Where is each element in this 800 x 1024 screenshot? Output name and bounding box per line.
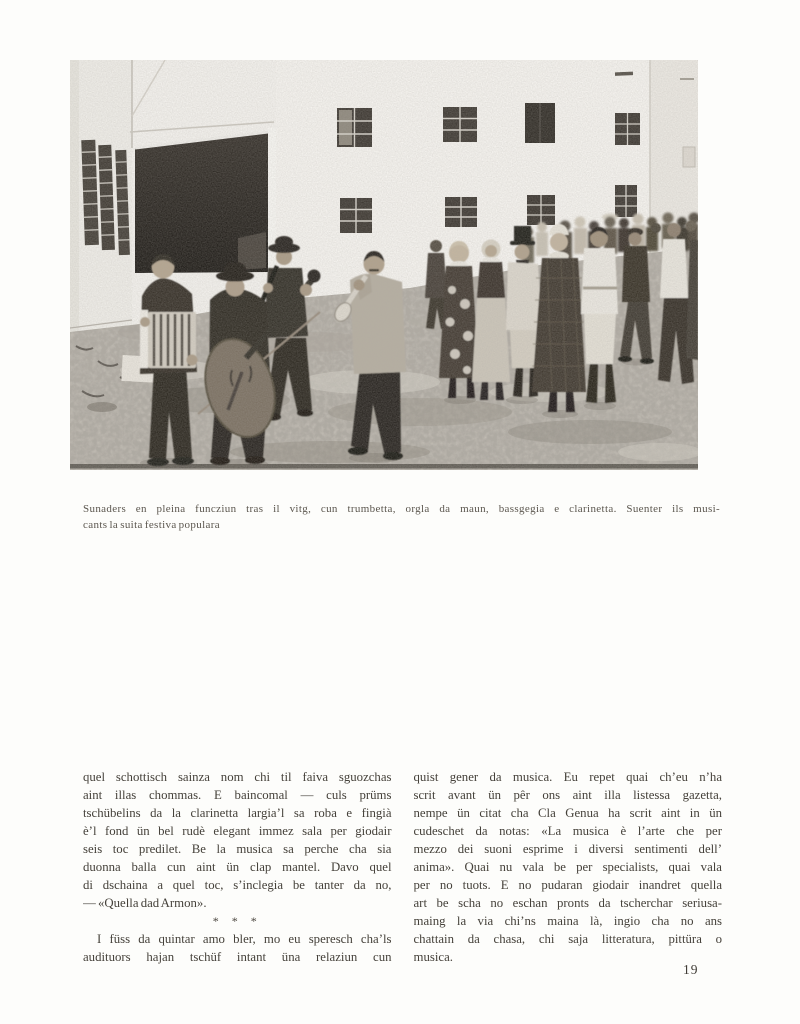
- photo-sunaders-procession: [70, 60, 698, 470]
- left-column: [83, 768, 392, 966]
- text-line: nempe ün citat cha Cla Genua ha scrit aint in ün: [413, 806, 722, 820]
- right-column: [414, 768, 723, 966]
- text-line: di dschaina a quel toc, s’inclegia be tanter da no,: [83, 878, 392, 892]
- text-line: audituors hajan tschüf intant üna relaziun cun: [83, 950, 392, 964]
- text-line: mezzo dei suoni esprime i diversi sentimenti dell’: [413, 842, 722, 856]
- paragraph-1: [83, 768, 392, 912]
- text-line: tschübelins da la clarinetta largia’l sa roba e fingià: [83, 806, 392, 820]
- page-number: 19: [683, 962, 699, 977]
- photo-illustration: [70, 60, 698, 470]
- text-line: art be scha no eschan pronts da tscherchar seriusa-: [413, 896, 722, 910]
- text-line: — «Quella dad Armon».: [83, 896, 207, 910]
- text-line: è’l fond ün bel rudè elegant immez sala per giodair: [83, 824, 392, 838]
- text-line: I füss da quintar amo bler, mo eu speresch cha’ls: [97, 932, 392, 946]
- text-line: chattain da chasa, chi saja litteratura, pittüra o: [413, 932, 722, 946]
- text-line: aint illas chommas. E baincomal — culs prüms: [83, 788, 392, 802]
- text-line: seis toc predilet. Be la musica sa perche cha sia: [83, 842, 392, 856]
- text-line: cudeschet da notas: «La musica è l’arte che per: [413, 824, 722, 838]
- text-line: musica.: [413, 950, 453, 964]
- text-line: quist gener da musica. Eu repet quai ch’eu n’ha: [413, 770, 722, 784]
- text-line: per no tuots. E no pudaran giodair inandret quella: [413, 878, 722, 892]
- paragraph-3: [414, 768, 723, 966]
- text-line: anima». Quai nu vala be per specialists, quai vala: [413, 860, 722, 874]
- text-line: quel schottisch sainza nom chi til faiva sguozchas: [83, 770, 392, 784]
- body-text: [83, 768, 722, 966]
- section-separator: * * *: [212, 914, 262, 928]
- text-line: scrit avant ün pêr ons aint illa listessa gazetta,: [413, 788, 722, 802]
- paragraph-2: [83, 930, 392, 966]
- photo-grain: [70, 60, 698, 470]
- photo-caption: [83, 502, 720, 533]
- text-line: cants la suita festiva populara: [83, 518, 220, 531]
- text-line: Sunaders en pleina funcziun tras il vitg, cun trumbetta, orgla da maun, bassgegia e clarinetta. Suenter ils musi-: [83, 503, 720, 515]
- text-line: maing la via chi’ns maina là, ingio cha no ans: [413, 914, 722, 928]
- text-line: duonna balla cun aint ün clap mantel. Davo quel: [83, 860, 392, 874]
